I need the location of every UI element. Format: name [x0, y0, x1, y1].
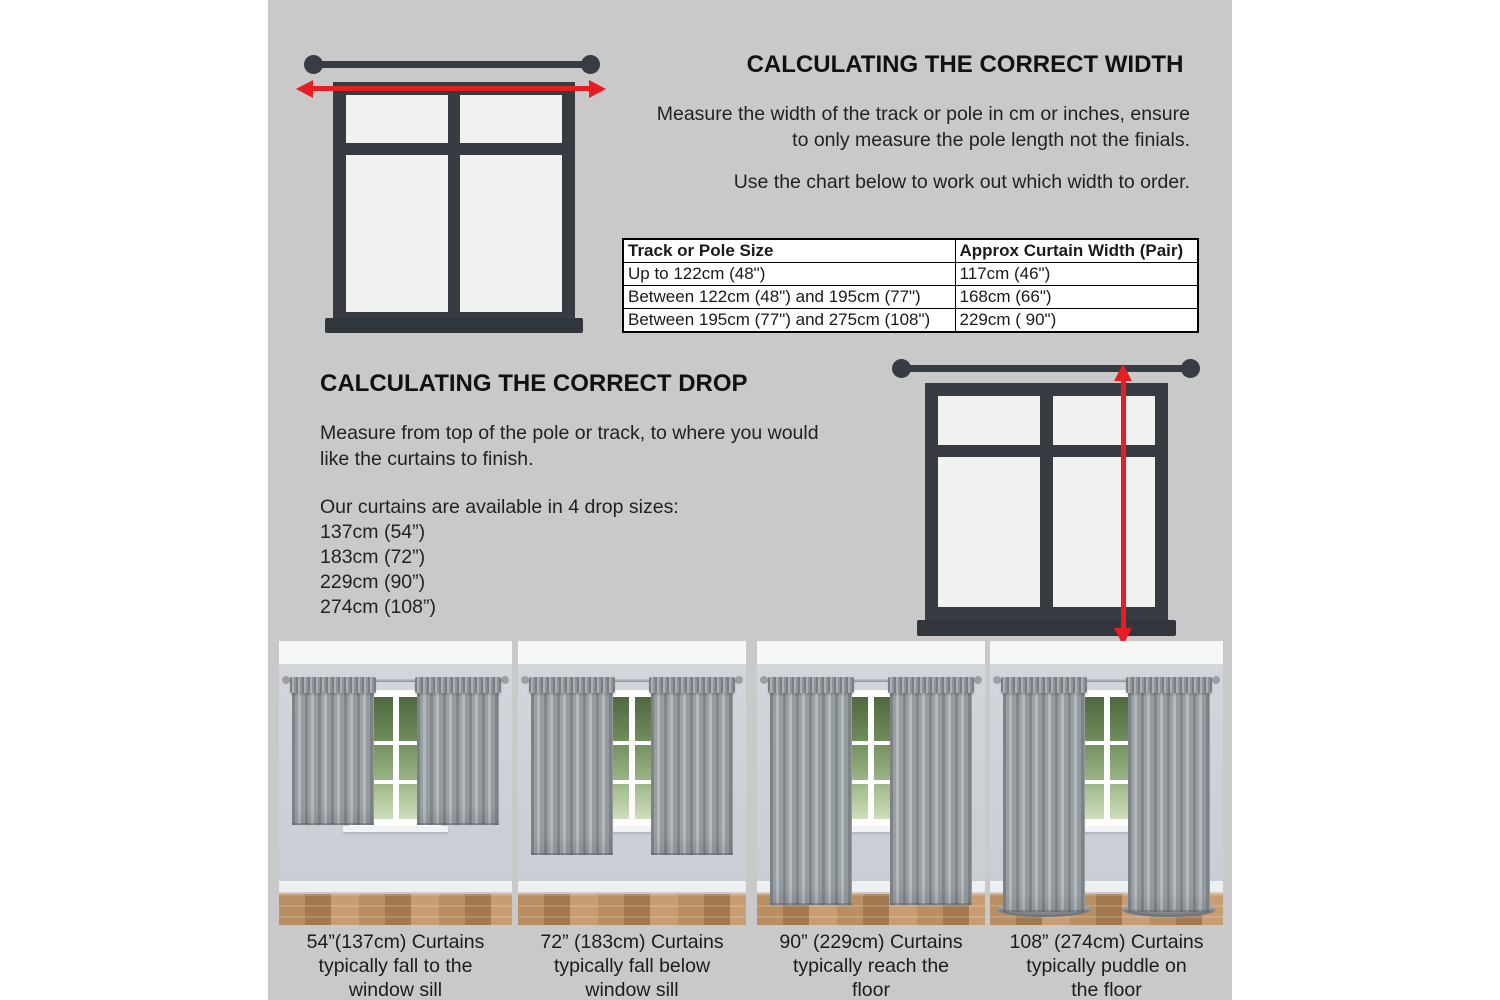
col-header-track-size: Track or Pole Size: [623, 239, 955, 263]
pole-finial-left: [304, 55, 323, 74]
photo-curtain-54: [279, 641, 512, 925]
drop-size-item: 229cm (90”): [320, 571, 426, 593]
photo-finial-left: [760, 676, 768, 684]
photo-caption-54: [279, 930, 512, 1000]
photo-cornice: [990, 641, 1223, 666]
skirting-board: [279, 881, 512, 894]
curtain-right: [890, 681, 972, 905]
photo-finial-right: [501, 676, 509, 684]
arrow-left-icon: [296, 80, 313, 98]
paragraph-line: Measure from top of the pole or track, to where you would: [320, 422, 819, 444]
curtain-header: [1126, 677, 1212, 693]
drop-section-title: CALCULATING THE CORRECT DROP: [320, 370, 748, 397]
photo-curtain-72: [518, 641, 746, 925]
caption-line: 54”(137cm) Curtains: [306, 931, 485, 953]
curtain-left: [1003, 681, 1085, 912]
window-graphic-width: [333, 82, 575, 325]
drop-sizes-list: [320, 495, 679, 620]
window-pane: [460, 95, 562, 143]
chart-note: Use the chart below to work out which width to order.: [733, 171, 1190, 193]
photo-finial-right: [735, 676, 743, 684]
curtain-right: [417, 681, 499, 825]
cell-curtain-width: 168cm (66"): [955, 286, 1198, 309]
photo-curtain-90: [757, 641, 985, 925]
caption-line: floor: [852, 979, 890, 1000]
window-pane: [1053, 457, 1155, 607]
paragraph-line: Measure the width of the track or pole in cm or inches, ensure: [656, 103, 1190, 125]
drop-size-item: 183cm (72”): [320, 546, 426, 568]
table-row: [623, 286, 1198, 309]
width-section-paragraph: [622, 101, 1190, 153]
cell-track-size: Between 122cm (48") and 195cm (77"): [623, 286, 955, 309]
caption-line: typically puddle on: [1026, 955, 1187, 977]
arrow-up-icon: [1114, 364, 1132, 381]
photo-cornice: [757, 641, 985, 666]
curtain-left: [292, 681, 374, 825]
curtain-right: [1128, 681, 1210, 912]
caption-line: typically fall to the: [318, 955, 473, 977]
width-measure-arrow: [313, 86, 589, 91]
content-canvas: [268, 0, 1232, 1000]
pole-finial-right: [581, 55, 600, 74]
curtain-header: [1001, 677, 1087, 693]
photo-finial-right: [1212, 676, 1220, 684]
window-pane: [346, 155, 448, 312]
table-row: [623, 309, 1198, 333]
window-sill-graphic: [325, 318, 583, 333]
window-pane: [938, 396, 1040, 445]
photo-cornice: [279, 641, 512, 666]
curtain-header: [768, 677, 854, 693]
caption-line: typically reach the: [792, 955, 950, 977]
window-mullion: [868, 697, 874, 819]
photo-finial-right: [974, 676, 982, 684]
skirting-board: [518, 881, 746, 894]
caption-line: window sill: [585, 979, 679, 1000]
curtain-left: [531, 681, 613, 855]
drop-measure-arrow: [1121, 378, 1126, 630]
photo-finial-left: [993, 676, 1001, 684]
wood-floor: [279, 894, 512, 925]
curtain-right: [651, 681, 733, 855]
size-table: [622, 238, 1199, 333]
col-header-curtain-width: Approx Curtain Width (Pair): [955, 239, 1198, 263]
cell-curtain-width: 117cm (46"): [955, 263, 1198, 286]
paragraph-line: to only measure the pole length not the finials.: [792, 129, 1190, 151]
pole-finial-left: [892, 359, 911, 378]
curtain-header: [649, 677, 735, 693]
curtain-pole-graphic: [900, 365, 1190, 372]
photo-curtain-108: [990, 641, 1223, 925]
window-pane: [1053, 396, 1155, 445]
window-pane: [938, 457, 1040, 607]
photo-finial-left: [521, 676, 529, 684]
curtain-pole-graphic: [316, 61, 588, 68]
photo-finial-left: [282, 676, 290, 684]
window-mullion: [629, 697, 635, 819]
photo-caption-108: [990, 930, 1223, 1000]
caption-line: window sill: [348, 979, 443, 1000]
photo-cornice: [518, 641, 746, 666]
curtain-left: [770, 681, 852, 905]
photo-caption-72: [518, 930, 746, 1000]
window-pane: [346, 95, 448, 143]
window-ledge: [343, 826, 448, 832]
curtain-header: [290, 677, 376, 693]
arrow-right-icon: [589, 80, 606, 98]
caption-line: typically fall below: [553, 955, 711, 977]
window-mullion: [393, 697, 399, 819]
caption-line: the floor: [1071, 979, 1142, 1000]
window-graphic-drop: [925, 383, 1168, 620]
caption-line: 108” (274cm) Curtains: [1009, 931, 1204, 953]
window-sill-graphic: [917, 620, 1176, 636]
photo-caption-90: [757, 930, 985, 1000]
table-row: [623, 263, 1198, 286]
pole-finial-right: [1181, 359, 1200, 378]
cell-track-size: Between 195cm (77") and 275cm (108"): [623, 309, 955, 333]
drop-sizes-intro: Our curtains are available in 4 drop sizes:: [320, 496, 679, 518]
paragraph-line: like the curtains to finish.: [320, 448, 534, 470]
width-section-title: CALCULATING THE CORRECT WIDTH: [746, 51, 1184, 78]
curtain-header: [529, 677, 615, 693]
drop-section-paragraph: [320, 420, 880, 472]
caption-line: 72” (183cm) Curtains: [540, 931, 724, 953]
window-pane: [460, 155, 562, 312]
drop-size-item: 137cm (54”): [320, 521, 426, 543]
cell-track-size: Up to 122cm (48"): [623, 263, 955, 286]
curtain-header: [888, 677, 974, 693]
table-header-row: [623, 239, 1198, 263]
wood-floor: [518, 894, 746, 925]
caption-line: 90” (229cm) Curtains: [779, 931, 963, 953]
drop-size-item: 274cm (108”): [320, 596, 436, 618]
window-mullion: [1104, 697, 1110, 819]
curtain-header: [415, 677, 501, 693]
cell-curtain-width: 229cm ( 90"): [955, 309, 1198, 333]
